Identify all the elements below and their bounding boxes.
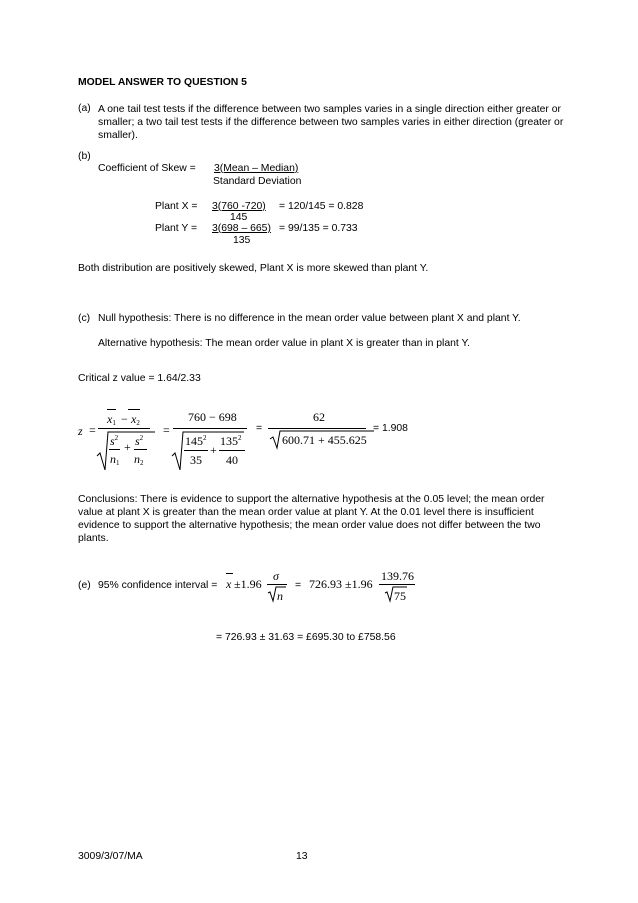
sigma-fraction-bar: [267, 584, 287, 585]
plant-x-result: = 120/145 = 0.828: [279, 201, 364, 212]
sd1-n-bar: [184, 450, 208, 451]
second-fraction-bar: [173, 428, 247, 429]
plant-y-result: = 99/135 = 0.733: [279, 223, 358, 234]
mean-difference: 760 − 698: [188, 410, 237, 424]
step-numerator: 62: [313, 410, 325, 424]
skew-denominator: Standard Deviation: [213, 176, 302, 187]
critical-value: Critical z value = 1.64/2.33: [78, 373, 201, 384]
s2-squared: $s^2$: [135, 434, 144, 448]
ci-pm: ±1.96: [345, 577, 373, 591]
z-fraction-bar: [98, 428, 150, 429]
x2-bar: [128, 409, 140, 410]
ci-equals: =: [295, 580, 302, 591]
ci-sd: 139.76: [381, 569, 414, 583]
ci-fraction-bar: [379, 584, 415, 585]
z-equals: =: [89, 423, 96, 437]
x-symbol: x: [226, 577, 232, 591]
skew-conclusion: Both distribution are positively skewed, Plant X is more skewed than plant Y.: [78, 263, 429, 274]
equals-3: =: [256, 423, 263, 434]
part-b-label: (b): [78, 151, 91, 162]
ci-label: 95% confidence interval =: [98, 580, 218, 591]
n2-value: 40: [226, 453, 238, 467]
page-number: 13: [296, 851, 308, 862]
n1-value: 35: [190, 453, 202, 467]
alt-hypothesis: Alternative hypothesis: The mean order value in plant X is greater than in plant Y.: [98, 338, 470, 349]
ci-mean: 726.93: [309, 577, 342, 591]
third-fraction-bar: [268, 428, 366, 429]
part-c-label: (c): [78, 313, 91, 324]
n-symbol: n: [277, 589, 283, 603]
plant-y-denominator: 135: [233, 235, 251, 246]
conclusions: Conclusions: There is evidence to support the alternative hypothesis at the 0.05 level; the mean order value at plant X is greater than the mean order value at plant Y. At the 0.01 level there is insufficient evidence to support the alternative hypothesis; the mean order value does not differ between the two plants.: [78, 494, 545, 544]
x1-symbol: $x_1$: [107, 412, 116, 427]
step-denominator: 600.71 + 455.625: [282, 433, 367, 447]
plant-y-numerator: 3(698 – 665): [212, 223, 271, 234]
x2-symbol: $x_2$: [131, 412, 140, 427]
skew-label: Coefficient of Skew =: [98, 163, 196, 174]
footer-code: 3009/3/07/MA: [78, 851, 143, 862]
plant-y-label: Plant Y =: [155, 223, 198, 234]
plant-x-label: Plant X =: [155, 201, 198, 212]
x1-bar: [107, 409, 116, 410]
z-symbol: z: [78, 424, 83, 438]
n1-symbol: $n_1$: [110, 452, 120, 467]
n2-symbol: $n_2$: [134, 452, 144, 467]
z-result: = 1.908: [373, 423, 408, 434]
part-a-label: (a): [78, 103, 91, 114]
sd2-squared: $135^2$: [220, 434, 242, 448]
pm-196: ±1.96: [234, 577, 262, 591]
s1-squared: $s^2$: [110, 434, 119, 448]
minus-sign: −: [121, 412, 128, 426]
plus-sign-2: +: [210, 443, 217, 457]
page-title: MODEL ANSWER TO QUESTION 5: [78, 77, 247, 88]
ci-n: 75: [394, 589, 406, 603]
null-hypothesis: Null hypothesis: There is no difference in the mean order value between plant X and plant Y.: [98, 313, 521, 324]
part-a-text: A one tail test tests if the difference between two samples varies in a single direction either greater or smaller; a two tail test tests if the difference between two samples varies in either direction (greater or smaller).: [98, 104, 564, 141]
sigma-symbol: σ: [273, 569, 279, 583]
part-e-label: (e): [78, 580, 91, 591]
ci-final: = 726.93 ± 31.63 = £695.30 to £758.56: [216, 632, 396, 643]
s2-n2-bar: [134, 449, 147, 450]
x-bar: [226, 573, 233, 574]
sd2-n-bar: [219, 450, 245, 451]
plus-sign-1: +: [124, 440, 131, 454]
plant-x-denominator: 145: [230, 212, 248, 223]
sd1-squared: $145^2$: [185, 434, 207, 448]
equals-2: =: [163, 423, 170, 437]
plant-x-numerator: 3(760 -720): [212, 201, 266, 212]
skew-numerator: 3(Mean – Median): [214, 163, 299, 174]
s1-n1-bar: [109, 449, 120, 450]
